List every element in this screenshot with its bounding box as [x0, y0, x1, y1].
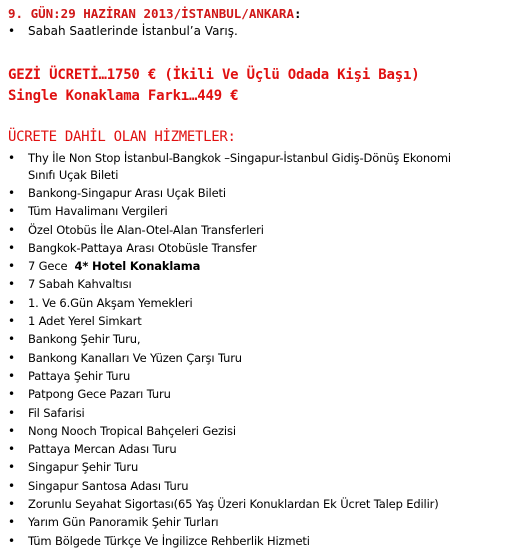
list-item: [8, 404, 510, 422]
list-item: [8, 422, 510, 440]
bullet-icon: •: [8, 24, 16, 38]
list-item: [8, 150, 510, 184]
list-item: [8, 312, 510, 330]
list-item: [8, 202, 510, 220]
list-item-text: Fil Safarisi: [28, 405, 85, 420]
list-item: [8, 367, 510, 385]
list-item: [8, 257, 510, 275]
list-item-text: Tüm Havalimanı Vergileri: [28, 204, 168, 219]
list-item-text: Singapur Şehir Turu: [28, 460, 139, 475]
list-item: [8, 385, 510, 403]
day-title-colon: :: [293, 6, 302, 21]
arrival-text: Sabah Saatlerinde İstanbul’a Varış.: [28, 24, 238, 38]
list-item-text: Nong Nooch Tropical Bahçeleri Gezisi: [28, 423, 236, 438]
list-item-text: Patpong Gece Pazarı Turu: [28, 387, 171, 402]
arrival-line: [8, 24, 238, 38]
list-item: [8, 513, 510, 531]
single-supplement: Single Konaklama Farkı…449 €: [8, 88, 239, 104]
list-item-text: Pattaya Şehir Turu: [28, 368, 131, 383]
list-item: [8, 477, 510, 495]
list-item-text: Singapur Santosa Adası Turu: [28, 478, 189, 493]
included-services-list: [8, 150, 510, 550]
list-item: [8, 275, 510, 293]
list-item-text: Pattaya Mercan Adası Turu: [28, 442, 177, 457]
list-item-text: Bankong Şehir Turu,: [28, 332, 141, 347]
list-item-text: Bankong Kanalları Ve Yüzen Çarşı Turu: [28, 350, 242, 365]
list-item-text: • Thy İle Non Stop İstanbul-Bangkok –Singapur-İstanbul Gidiş-Dönüş Ekonomi: [28, 151, 451, 165]
list-item: [8, 495, 510, 513]
day-title: 9. GÜN:29 HAZİRAN 2013/İSTANBUL/ANKARA: [8, 6, 294, 21]
list-item-text: Zorunlu Seyahat Sigortası(65 Yaş Üzeri Konuklardan Ek Ücret Talep Edilir): [28, 497, 439, 512]
list-item: [8, 440, 510, 458]
list-item: [8, 221, 510, 239]
list-item: [8, 294, 510, 312]
list-item: [8, 330, 510, 348]
list-item-text: 1. Ve 6.Gün Akşam Yemekleri: [28, 295, 193, 310]
included-services-heading: ÜCRETE DAHİL OLAN HİZMETLER:: [8, 129, 236, 145]
list-item-text: Tüm Bölgede Türkçe Ve İngilizce Rehberlik Hizmeti: [28, 533, 310, 548]
list-item-text: Yarım Gün Panoramik Şehir Turları: [28, 515, 219, 530]
hotel-highlight: 4* Hotel Konaklama: [74, 259, 201, 274]
list-item-text: 1 Adet Yerel Simkart: [28, 314, 142, 329]
list-item-text: Bangkok-Pattaya Arası Otobüsle Transfer: [28, 240, 257, 255]
list-item-text: Bankong-Singapur Arası Uçak Bileti: [28, 186, 226, 200]
list-item: [8, 349, 510, 367]
day-heading: [8, 6, 302, 21]
list-item-text: Özel Otobüs İle Alan-Otel-Alan Transferleri: [28, 222, 264, 237]
list-item-text: 7 Sabah Kahvaltısı: [28, 277, 132, 292]
list-item: [8, 532, 510, 550]
list-item: [8, 458, 510, 476]
list-item: [8, 184, 510, 202]
tour-price: GEZİ ÜCRETİ…1750 € (İkili Ve Üçlü Odada Kişi Başı): [8, 67, 420, 83]
list-item: [8, 239, 510, 257]
list-item-text-continued: Sınıfı Uçak Bileti: [28, 168, 119, 182]
list-item-text: 7 Gece: [28, 259, 75, 274]
